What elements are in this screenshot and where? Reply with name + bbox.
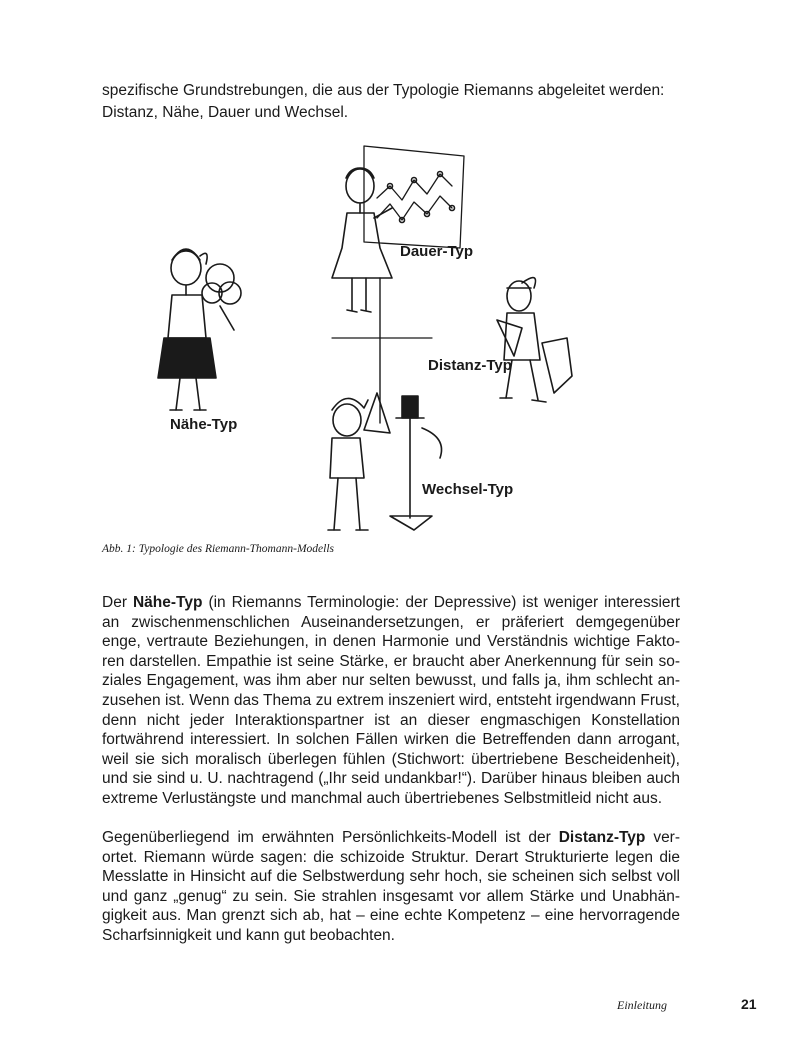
paragraph-line: gigkeit aus. Man grenzt sich ab, hat – eine echte Kompetenz – eine hervorragende xyxy=(102,907,680,925)
intro-line: spezifische Grundstrebungen, die aus der Typologie Riemanns abgeleitet werden: xyxy=(102,82,665,99)
typology-figure xyxy=(102,138,692,538)
paragraph-line: und sie sind u. U. nachtragend („Ihr seid undankbar!“). Darüber hinaus bleiben auch xyxy=(102,770,680,788)
paragraph-line: Messlatte in Hinsicht auf die Selbstwerdung sehr hoch, sie scheinen sich selbst voll xyxy=(102,868,680,886)
paragraph-line xyxy=(102,828,680,848)
paragraph-naehe-typ xyxy=(102,593,680,809)
wechsel-figure-drawing xyxy=(328,398,368,530)
bold-term: Nähe-Typ xyxy=(132,594,203,611)
naehe-figure-drawing xyxy=(158,249,241,410)
paragraph-line: und ganz „genug“ zu sein. Sie strahlen insgesamt vor allem Stärke und Unabhän- xyxy=(102,887,680,905)
paragraph-line: an zwischenmenschlichen Auseinandersetzungen, er präferiert demgegenüber xyxy=(102,613,680,631)
wechsel-type-label: Wechsel-Typ xyxy=(422,481,514,498)
text-run: ver- xyxy=(645,829,681,846)
paragraph-distanz-typ xyxy=(102,828,680,946)
page-number: 21 xyxy=(741,996,757,1012)
text-run: Der xyxy=(102,594,133,611)
paragraph-line: ren darstellen. Empathie ist seine Stärke, er braucht aber Anerkennung für sein so- xyxy=(102,652,680,670)
paragraph-line: ziales Engagement, was ihm aber nur selten bewusst, und falls ja, ihm schlecht an- xyxy=(102,672,680,690)
paragraph-line: enge, vertraute Beziehungen, in denen Harmonie und Verständnis wichtige Fakto- xyxy=(102,633,680,651)
intro-paragraph xyxy=(102,80,692,124)
paragraph-line: fortwährend interessiert. In solchen Fällen wirken die Betreffenden dann arrogant, xyxy=(102,731,680,749)
paragraph-line: denn nicht jeder Interaktionspartner ist an dieser engmaschigen Konstellation xyxy=(102,711,680,729)
paragraph-line: weil sie sich moralisch überlegen fühlen (Stichwort: übertriebene Bescheidenheit), xyxy=(102,750,680,768)
paragraph-line xyxy=(102,593,680,613)
text-run: (in Riemanns Terminologie: der Depressive) ist weniger interessiert xyxy=(202,594,680,611)
naehe-type-label: Nähe-Typ xyxy=(170,416,238,433)
paragraph-line: extreme Verlustängste und manchmal auch übertriebenes Selbstmitleid nicht aus. xyxy=(102,789,663,807)
footer-section-title: Einleitung xyxy=(617,998,667,1012)
text-run: Gegenüberliegend im erwähnten Persönlichkeits-Modell ist der xyxy=(102,829,559,846)
paragraph-line: Scharfsinnigkeit und kann gut beobachten. xyxy=(102,926,395,944)
bold-term: Distanz-Typ xyxy=(558,829,646,846)
dauer-type-label: Dauer-Typ xyxy=(400,243,474,260)
paragraph-line: zusehen ist. Wenn das Thema zu extrem inszeniert wird, entsteht irgendwann Frust, xyxy=(102,691,680,709)
chart-board-drawing xyxy=(364,146,464,248)
hat-stand-drawing xyxy=(364,393,442,530)
typology-illustration xyxy=(102,138,692,538)
dauer-figure-drawing xyxy=(332,168,392,312)
distanz-type-label: Distanz-Typ xyxy=(428,357,512,374)
intro-line: Distanz, Nähe, Dauer und Wechsel. xyxy=(102,104,349,121)
figure-caption: Abb. 1: Typologie des Riemann-Thomann-Modells xyxy=(102,543,334,555)
paragraph-line: ortet. Riemann würde sagen: die schizoide Struktur. Derart Strukturierte legen die xyxy=(102,848,680,866)
distanz-figure-drawing xyxy=(497,278,572,402)
